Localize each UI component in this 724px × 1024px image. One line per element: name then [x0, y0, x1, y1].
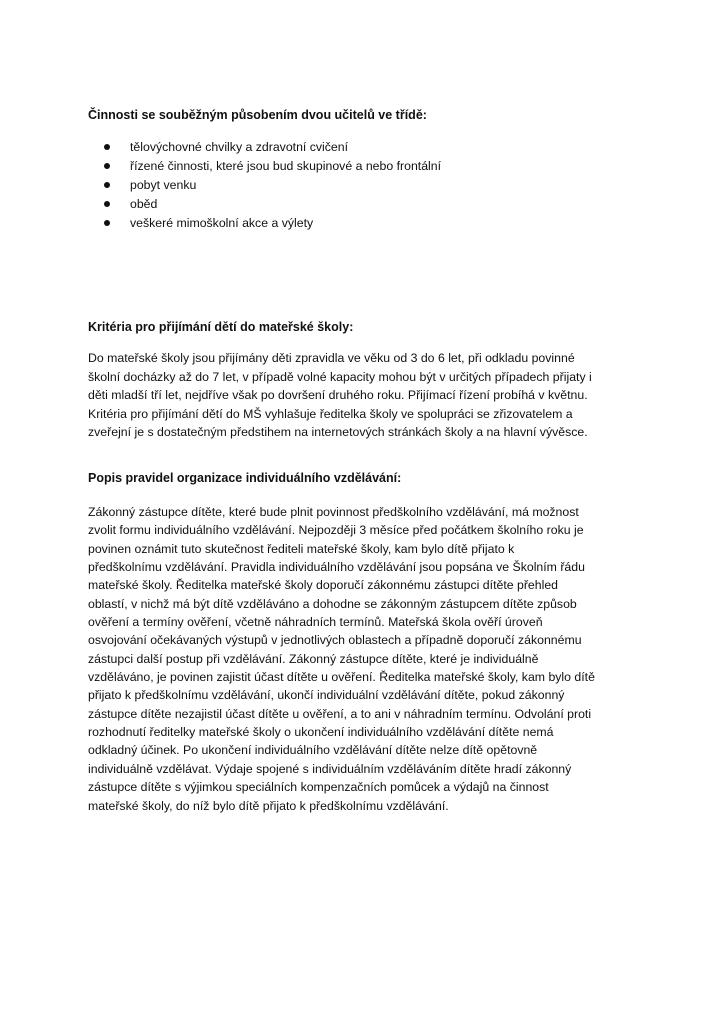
paragraph-line: odkladný účinek. Po ukončení individuálního vzdělávání dítěte nelze dítě opětovně [88, 743, 538, 758]
bullet-icon [104, 163, 110, 169]
paragraph-line: děti mladší tří let, nejdříve však po dovršení druhého roku. Přijímací řízení probíhá v květnu. [88, 388, 588, 403]
list-item-text: tělovýchovné chvilky a zdravotní cvičení [130, 140, 349, 154]
activities-list [100, 138, 441, 233]
paragraph-line: osvojování očekávaných výstupů v jednotlivých oblastech a případně doporučí zákonnému [88, 633, 582, 648]
list-item-text: veškeré mimoškolní akce a výlety [130, 216, 314, 230]
paragraph-line: povinen oznámit tuto skutečnost řediteli mateřské školy, kam bylo dítě přijato k [88, 541, 515, 556]
paragraph-line: zástupci další postup při vzdělávání. Zákonný zástupce dítěte, které je individuálně [88, 651, 539, 666]
list-item [100, 157, 441, 176]
bullet-icon [104, 201, 110, 207]
paragraph-line: Do mateřské školy jsou přijímány děti zpravidla ve věku od 3 do 6 let, při odkladu povinné [88, 351, 575, 365]
list-item [100, 214, 441, 233]
paragraph-line: oblastí, v nichž má být dítě vzděláváno a dohodne se zákonným zástupcem dítěte způsob [88, 596, 577, 611]
list-item [100, 195, 441, 214]
paragraph-line: ověření a termíny ověření, včetně náhradních termínů. Mateřská škola ověří úroveň [88, 615, 543, 630]
paragraph-line: zveřejní je s dostatečným předstihem na internetových stránkách školy a na hlavní vývěsce. [88, 425, 588, 440]
paragraph-line: mateřské školy, do níž bylo dítě přijato k předškolnímu vzdělávání. [88, 798, 449, 813]
paragraph-line: zástupce dítěte s výjimkou speciálních kompenzačních pomůcek a výdajů na činnost [88, 780, 549, 795]
paragraph-line: předškolnímu vzdělávání. Pravidla individuálního vzdělávání jsou popsána ve Školním řádu [88, 560, 585, 575]
list-item [100, 176, 441, 195]
list-item [100, 138, 441, 157]
bullet-icon [104, 220, 110, 226]
paragraph-line: individuálně vzdělávat. Výdaje spojené s individuálním vzděláváním dítěte hradí zákonný [88, 761, 572, 776]
list-item-text: pobyt venku [130, 178, 197, 192]
section-heading-individual-education: Popis pravidel organizace individuálního vzdělávání: [88, 471, 402, 485]
paragraph-line: přijato k předškolnímu vzdělávání, ukončí individuální vzdělávání dítěte, pokud zákonný [88, 688, 565, 703]
section-heading-admission: Kritéria pro přijímání dětí do mateřské školy: [88, 320, 354, 334]
bullet-icon [104, 182, 110, 188]
section-heading-teachers: Činnosti se souběžným působením dvou učitelů ve třídě: [88, 108, 427, 122]
paragraph-line: zvolit formu individuálního vzdělávání. Nejpozději 3 měsíce před počátkem školního roku je [88, 523, 584, 538]
list-item-text: oběd [130, 197, 158, 211]
paragraph-line: školní docházky až do 7 let, v případě volné kapacity mohou být v určitých případech přijaty i [88, 369, 592, 384]
admission-paragraph [88, 349, 640, 442]
bullet-icon [104, 144, 110, 150]
paragraph-line: Kritéria pro přijímání dětí do MŠ vyhlašuje ředitelka školy ve spolupráci se zřizovatelem a [88, 406, 573, 421]
paragraph-line: Zákonný zástupce dítěte, které bude plnit povinnost předškolního vzdělávání, má možnost [88, 505, 579, 519]
paragraph-line: vzděláváno, je povinen zajistit účast dítěte u ověření. Ředitelka mateřské školy, kam bylo dítě [88, 670, 595, 685]
individual-education-paragraph [88, 503, 640, 815]
list-item-text: řízené činnosti, které jsou bud skupinové a nebo frontální [130, 159, 442, 173]
paragraph-line: zástupce dítěte nezajistil účast dítěte u ověření, a to ani v náhradním termínu. Odvolání proti [88, 706, 592, 721]
paragraph-line: rozhodnutí ředitelky mateřské školy o ukončení individuálního vzdělávání dítěte nemá [88, 725, 554, 740]
paragraph-line: mateřské školy. Ředitelka mateřské školy doporučí zákonnému zástupci dítěte přehled [88, 578, 559, 593]
